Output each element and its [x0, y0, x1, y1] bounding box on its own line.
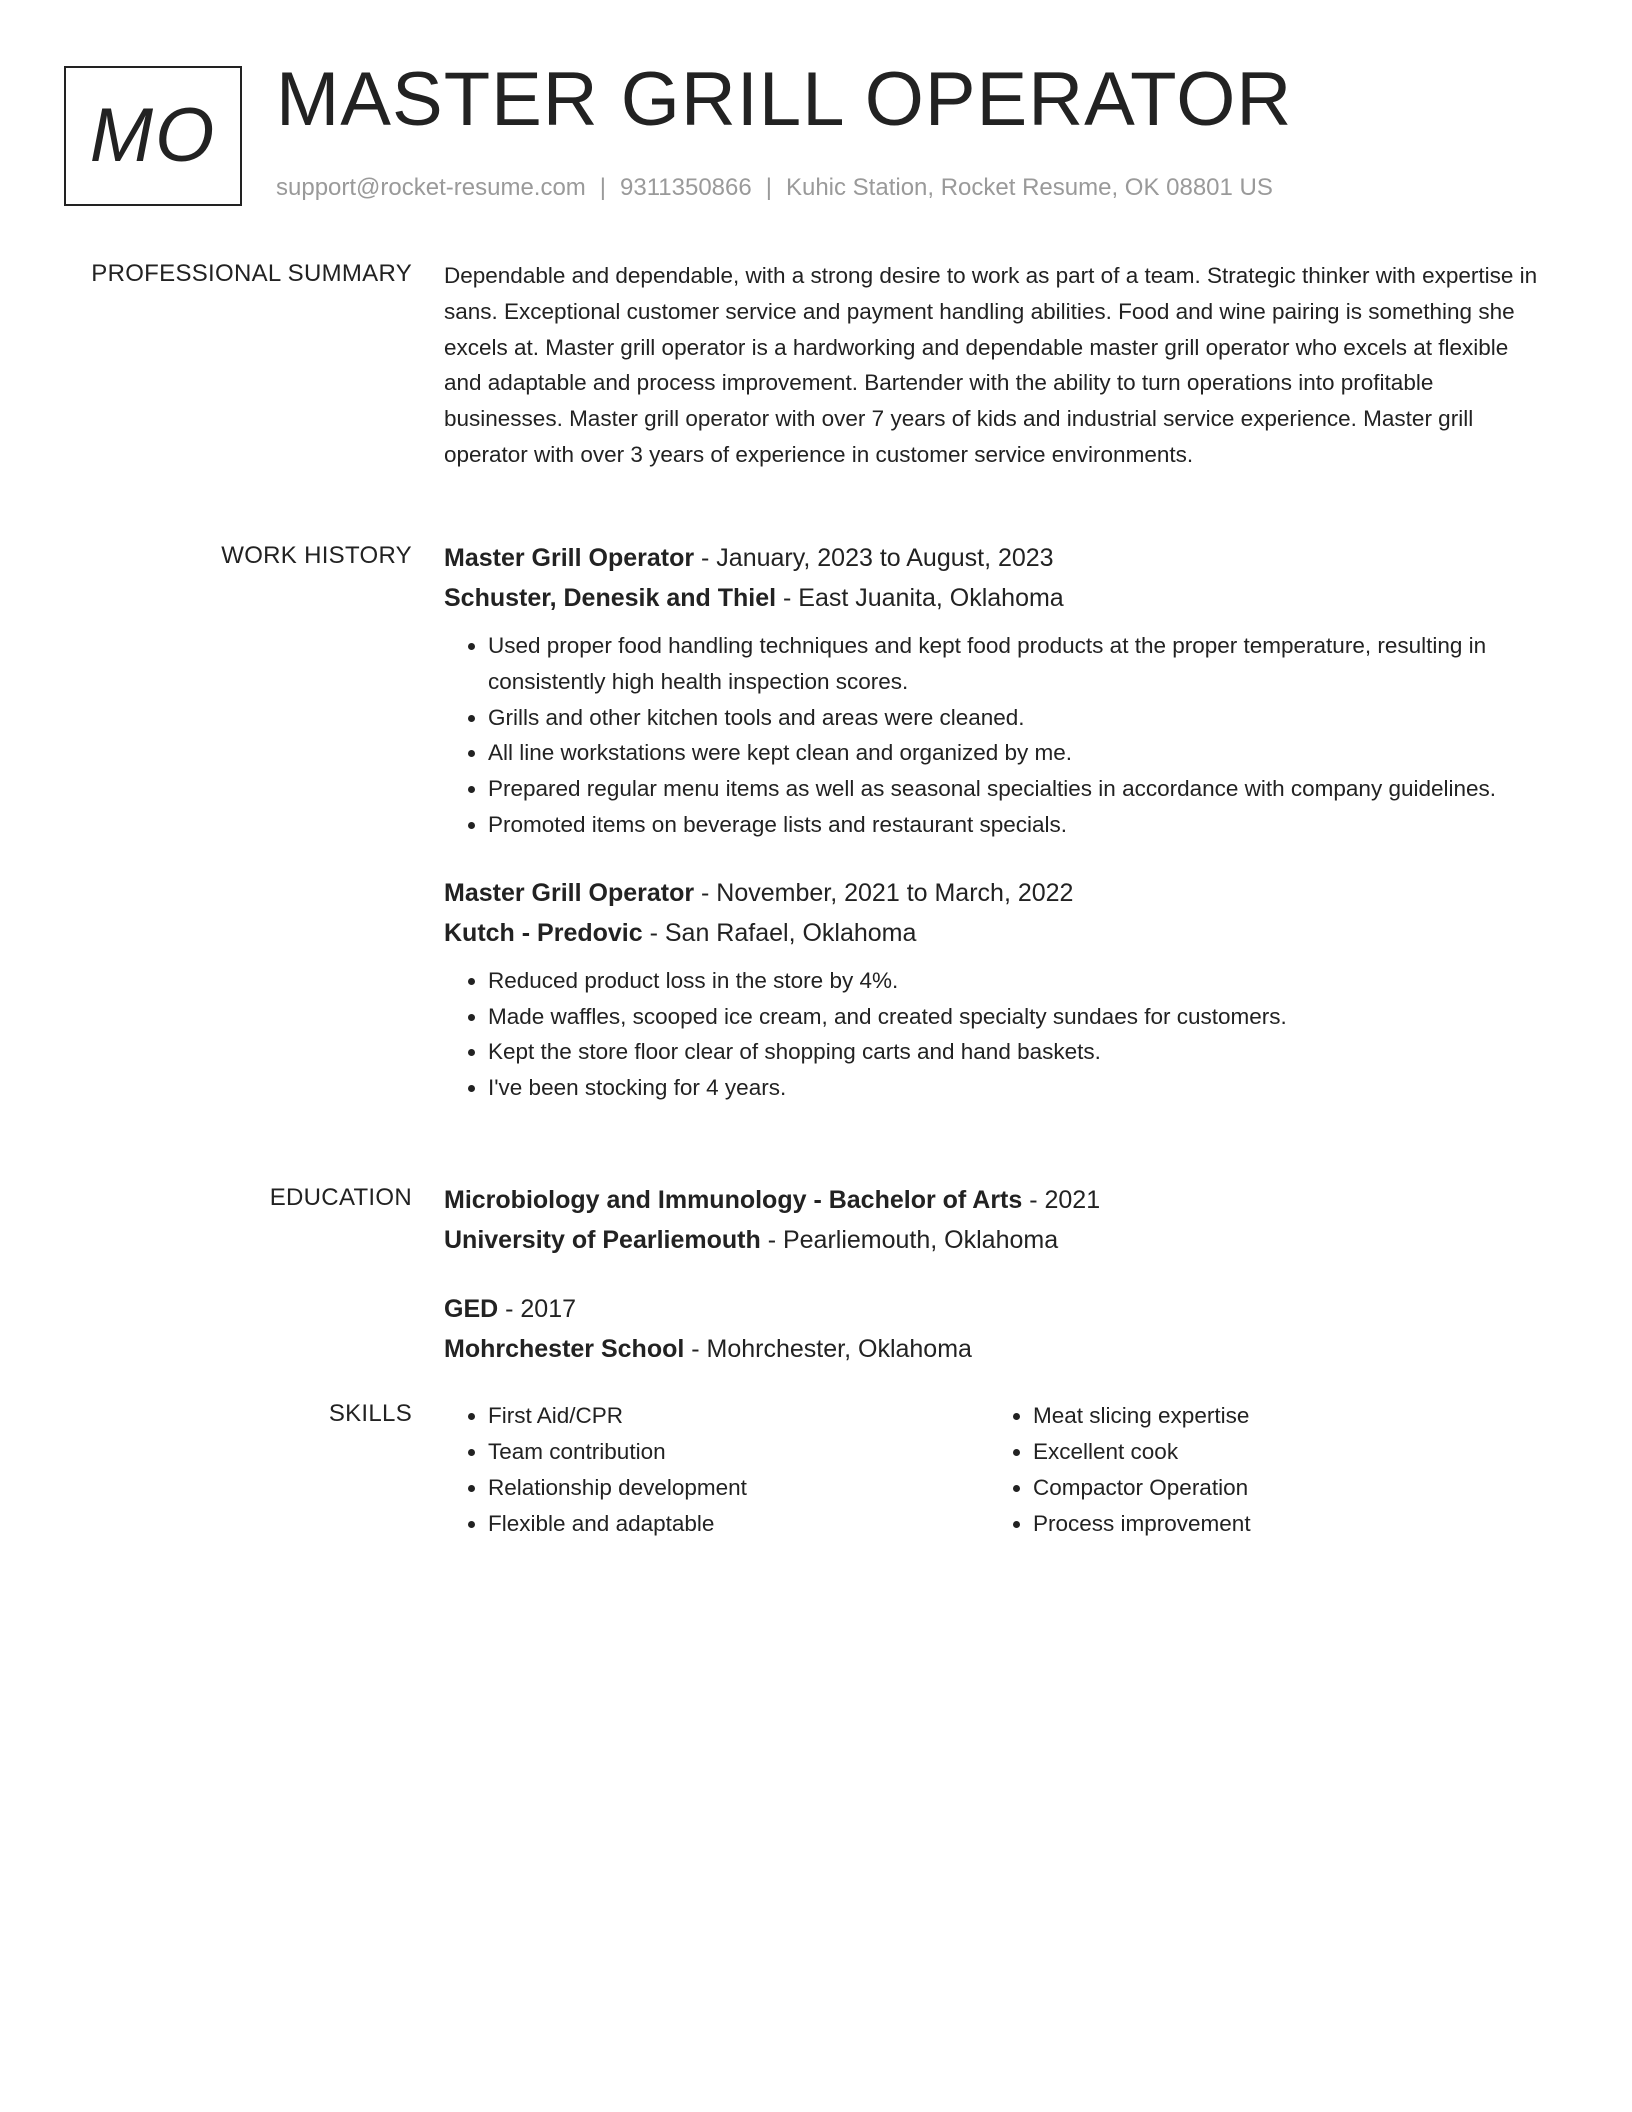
skill-item: • Process improvement — [1033, 1506, 1534, 1542]
job-bullet: • Made waffles, scooped ice cream, and created specialty sundaes for customers. — [488, 999, 1550, 1035]
job-company: Kutch - Predovic — [444, 918, 643, 947]
summary-body — [444, 258, 1550, 473]
education-label: EDUCATION — [269, 1184, 412, 1211]
work-history-label: WORK HISTORY — [221, 542, 412, 569]
education-school-line — [444, 1220, 1550, 1260]
education-location: - Mohrchester, Oklahoma — [684, 1335, 972, 1363]
education-degree-line — [444, 1289, 1550, 1329]
job-title: Master Grill Operator — [444, 878, 695, 907]
skill-item: • Team contribution — [488, 1434, 989, 1470]
skill-item: • Meat slicing expertise — [1033, 1398, 1534, 1434]
job-title-line — [444, 873, 1550, 913]
summary-text: Dependable and dependable, with a strong desire to work as part of a team. Strategic thinker with expertise in sans. Exceptional customer service and payment handling abilities. Food and wine pairing is something she excels at. Master grill operator is a hardworking and dependable master grill operator who excels at flexible and adaptable and process improvement. Bartender with the ability to turn operations into profitable businesses. Master grill operator with over 7 years of kids and industrial service experience. Master grill operator with over 3 years of experience in customer service environments. — [444, 263, 1538, 467]
contact-line — [276, 174, 1273, 203]
skill-item: • Relationship development — [488, 1470, 989, 1506]
monogram-box — [64, 66, 242, 206]
skills-list — [989, 1398, 1534, 1542]
job-bullet: • Used proper food handling techniques and kept food products at the proper temperature, resulting in consistently high health inspection scores. — [488, 628, 1550, 700]
skills-body — [444, 1398, 1550, 1542]
skill-item: • Flexible and adaptable — [488, 1506, 989, 1542]
skills-label: SKILLS — [328, 1400, 412, 1427]
job-bullet: • Prepared regular menu items as well as seasonal specialties in accordance with company guidelines. — [488, 771, 1550, 807]
education-school-line — [444, 1329, 1550, 1369]
skills-column-right — [989, 1398, 1534, 1542]
job-dates: - November, 2021 to March, 2022 — [694, 878, 1074, 907]
job-company-line — [444, 913, 1550, 953]
job-bullet: • Reduced product loss in the store by 4%. — [488, 963, 1550, 999]
education-year: - 2021 — [1022, 1186, 1101, 1214]
skill-item: • First Aid/CPR — [488, 1398, 989, 1434]
job-company-line — [444, 578, 1550, 618]
skill-item: • Compactor Operation — [1033, 1470, 1534, 1506]
education-school: University of Pearliemouth — [444, 1226, 761, 1254]
job-title-line — [444, 538, 1550, 578]
skills-list — [444, 1398, 989, 1542]
job-dates: - January, 2023 to August, 2023 — [694, 544, 1054, 572]
skills-columns — [444, 1398, 1550, 1542]
summary-label: PROFESSIONAL SUMMARY — [91, 260, 412, 287]
job-location: - San Rafael, Oklahoma — [642, 918, 917, 947]
education-school: Mohrchester School — [444, 1335, 685, 1363]
job-bullet: • All line workstations were kept clean and organized by me. — [488, 735, 1550, 771]
monogram-initials: MO — [89, 93, 217, 178]
job-bullet: • I've been stocking for 4 years. — [488, 1070, 1550, 1106]
education-body — [444, 1180, 1550, 1369]
contact-phone[interactable]: 9311350866 — [620, 174, 752, 201]
contact-separator: | — [765, 174, 772, 201]
education-location: - Pearliemouth, Oklahoma — [760, 1226, 1059, 1254]
job-bullet: • Grills and other kitchen tools and areas were cleaned. — [488, 700, 1550, 736]
contact-email[interactable]: support@rocket-resume.com — [276, 174, 586, 201]
work-history-body — [444, 538, 1550, 1106]
education-degree-line — [444, 1180, 1550, 1220]
skill-item: • Excellent cook — [1033, 1434, 1534, 1470]
job-bullet-list — [444, 963, 1550, 1106]
skills-column-left — [444, 1398, 989, 1542]
job-location: - East Juanita, Oklahoma — [776, 584, 1064, 612]
job-entry — [444, 873, 1550, 1106]
job-bullet-list — [444, 628, 1550, 843]
education-entry — [444, 1289, 1550, 1369]
job-company: Schuster, Denesik and Thiel — [444, 584, 777, 612]
resume-name: MASTER GRILL OPERATOR — [276, 57, 1293, 142]
job-bullet: • Promoted items on beverage lists and restaurant specials. — [488, 807, 1550, 843]
job-bullet: • Kept the store floor clear of shopping carts and hand baskets. — [488, 1034, 1550, 1070]
education-year: - 2017 — [498, 1295, 577, 1323]
job-title: Master Grill Operator — [444, 544, 695, 572]
education-degree: GED — [444, 1295, 499, 1323]
job-entry — [444, 538, 1550, 843]
contact-separator: | — [599, 174, 607, 201]
contact-address: Kuhic Station, Rocket Resume, OK 08801 US — [785, 174, 1273, 201]
education-entry — [444, 1180, 1550, 1260]
education-degree: Microbiology and Immunology - Bachelor of Arts — [444, 1186, 1023, 1214]
